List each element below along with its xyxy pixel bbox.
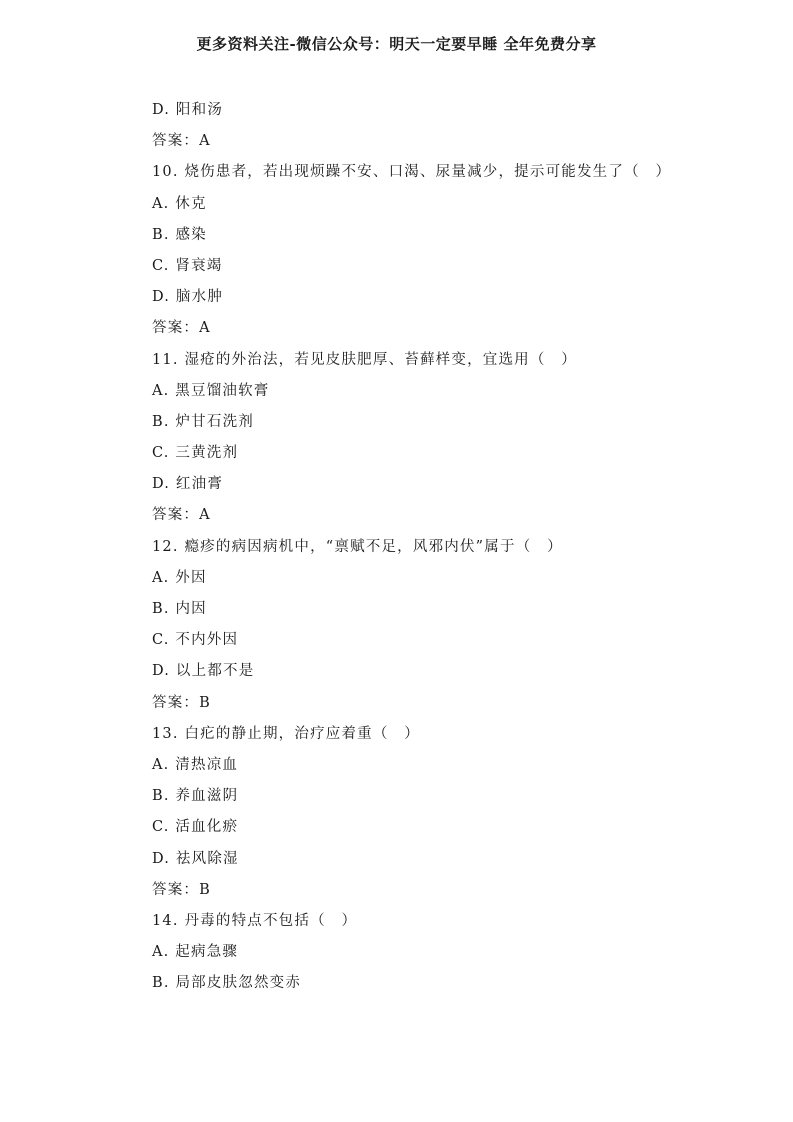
answer-line: 答案：A	[152, 507, 211, 524]
answer-line: 答案：B	[152, 694, 211, 711]
option-a-line: A. 休克	[152, 195, 207, 212]
option-b-line: B. 局部皮肤忽然变赤	[152, 975, 302, 992]
question-10: 10. 烧伤患者，若出现烦躁不安、口渴、尿量减少，提示可能发生了（ ）	[152, 164, 672, 181]
option-d-line: D. 祛风除湿	[152, 850, 239, 867]
option-d-line: D. 红油膏	[152, 476, 224, 493]
option-c-line: C. 不内外因	[152, 632, 239, 649]
page-header: 更多资料关注-微信公众号：明天一定要早睡 全年免费分享	[196, 35, 597, 53]
option-d-line: D. 脑水肿	[152, 289, 224, 306]
question-14: 14. 丹毒的特点不包括（ ）	[152, 912, 358, 929]
option-c-line: C. 肾衰竭	[152, 257, 223, 274]
question-13: 13. 白疕的静止期，治疗应着重（ ）	[152, 725, 420, 742]
question-12: 12. 瘾疹的病因病机中，“禀赋不足，风邪内伏”属于（ ）	[152, 538, 563, 555]
option-d-line: D. 阳和汤	[152, 102, 224, 118]
option-c-line: C. 三黄洗剂	[152, 445, 239, 462]
option-c-line: C. 活血化瘀	[152, 819, 239, 836]
option-b-line: B. 炉甘石洗剂	[152, 413, 254, 430]
option-b-line: B. 内因	[152, 601, 207, 617]
document-body	[152, 99, 752, 1003]
question-11: 11. 湿疮的外治法，若见皮肤肥厚、苔藓样变，宜选用（ ）	[152, 351, 577, 368]
answer-line: 答案：B	[152, 881, 211, 898]
answer-line: 答案：A	[152, 320, 211, 337]
option-a-line: A. 起病急骤	[152, 944, 239, 961]
option-a-line: A. 外因	[152, 569, 207, 586]
option-b-line: B. 养血滋阴	[152, 788, 239, 805]
option-b-line: B. 感染	[152, 226, 207, 243]
option-d-line: D. 以上都不是	[152, 663, 255, 680]
answer-line: 答案：A	[152, 133, 211, 150]
option-a-line: A. 黑豆馏油软膏	[152, 382, 270, 399]
option-a-line: A. 清热凉血	[152, 756, 239, 773]
